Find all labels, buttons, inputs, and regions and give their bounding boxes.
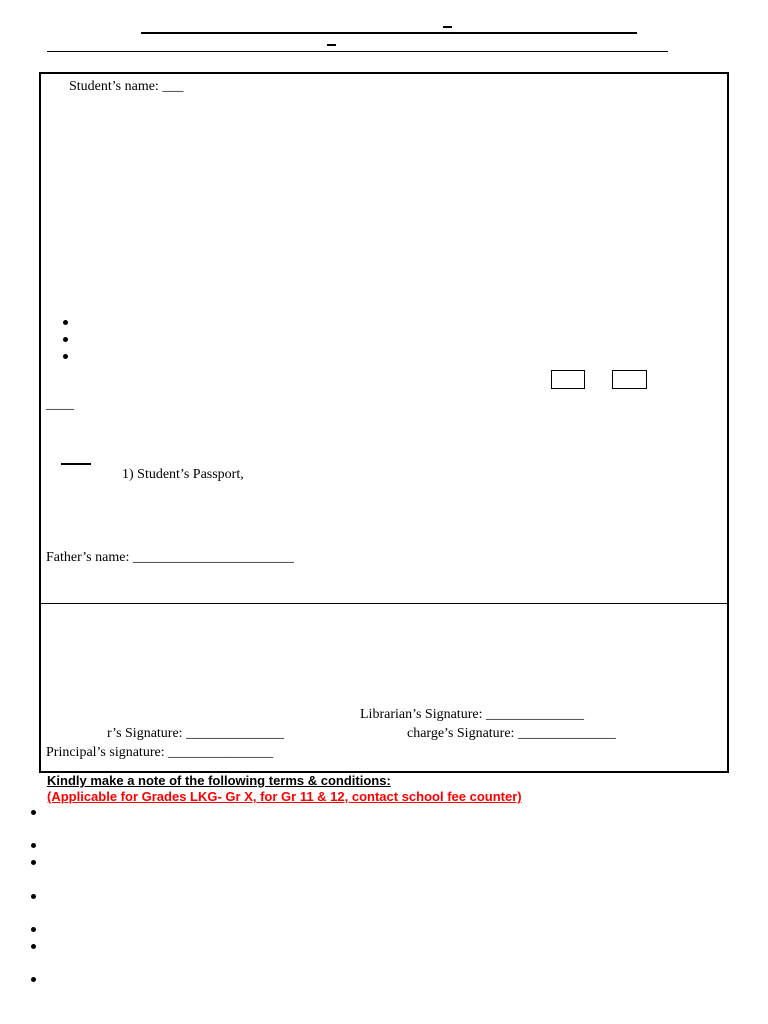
terms-bullet bbox=[31, 860, 36, 865]
incharge-signature: charge’s Signature: ______________ bbox=[407, 726, 616, 741]
option-checkbox[interactable] bbox=[612, 370, 647, 389]
principal-signature: Principal’s signature: _______________ bbox=[46, 745, 274, 760]
teacher-signature: r’s Signature: ______________ bbox=[107, 726, 285, 741]
form-section-divider bbox=[40, 603, 728, 604]
librarian-signature: Librarian’s Signature: ______________ bbox=[360, 707, 584, 722]
student-name-label: Student’s name: ___ bbox=[69, 79, 184, 94]
header-rule-top bbox=[141, 32, 637, 34]
terms-applicability: (Applicable for Grades LKG- Gr X, for Gr 11 & 12, contact school fee counter) bbox=[47, 789, 522, 804]
terms-bullet bbox=[31, 944, 36, 949]
form-bullet bbox=[63, 354, 68, 359]
option-checkbox[interactable] bbox=[551, 370, 585, 389]
terms-heading: Kindly make a note of the following terms & conditions: bbox=[47, 773, 391, 788]
short-blank: ____ bbox=[46, 397, 74, 412]
form-bullet bbox=[63, 337, 68, 342]
terms-bullet bbox=[31, 927, 36, 932]
underline-stub bbox=[61, 463, 91, 465]
terms-bullet bbox=[31, 843, 36, 848]
form-box bbox=[39, 72, 729, 773]
passport-item: 1) Student’s Passport, bbox=[122, 467, 244, 482]
terms-bullet bbox=[31, 977, 36, 982]
father-name-label: Father’s name: _______________________ bbox=[46, 550, 294, 565]
header-dash-top bbox=[443, 26, 452, 28]
header-dash-second bbox=[327, 44, 336, 46]
terms-bullet bbox=[31, 894, 36, 899]
header-rule-second bbox=[47, 51, 668, 52]
form-bullet bbox=[63, 320, 68, 325]
terms-bullet bbox=[31, 810, 36, 815]
